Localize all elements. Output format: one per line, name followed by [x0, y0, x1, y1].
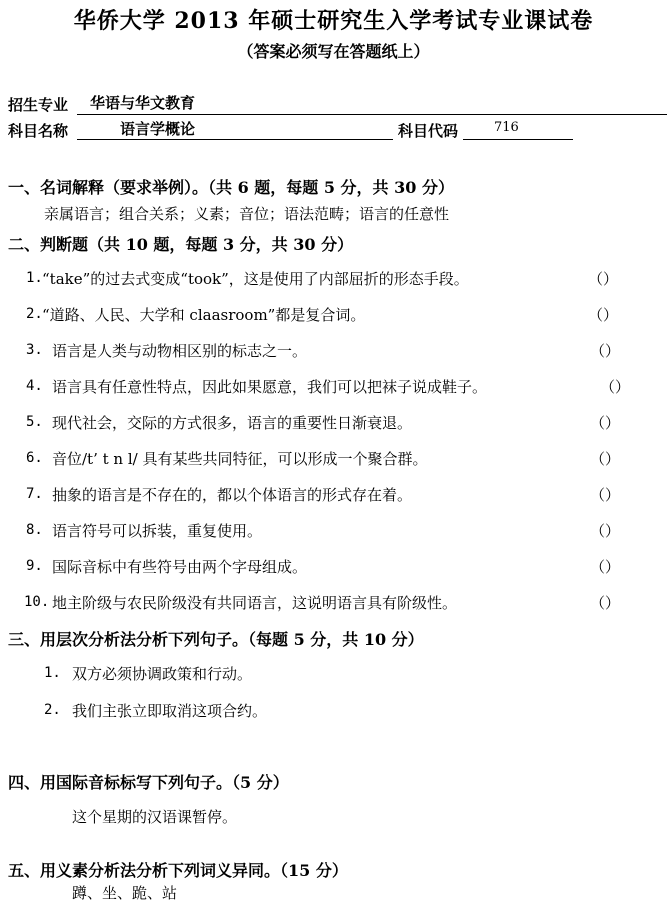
- q9-answer-paren: （）: [590, 558, 621, 576]
- s4-sentence: 这个星期的汉语课暂停。: [72, 808, 238, 826]
- q2-answer-paren: （）: [588, 306, 619, 324]
- exam-subtitle: （答案必须写在答题纸上）: [237, 42, 430, 61]
- q10-answer-paren: （）: [590, 594, 621, 612]
- q7-text: 抽象的语言是不存在的，都以个体语言的形式存在着。: [52, 486, 413, 504]
- code-underline: [463, 139, 573, 140]
- q7-answer-paren: （）: [590, 486, 621, 504]
- q7-number: 7.: [26, 486, 43, 502]
- s5-words: 蹲、坐、跪、站: [72, 884, 178, 902]
- exam-title: 华侨大学 2013 年硕士研究生入学考试专业课试卷: [73, 8, 594, 34]
- s3-item-2-text: 我们主张立即取消这项合约。: [72, 702, 268, 720]
- section-5-heading: 五、用义素分析法分析下列词义异同。（15 分）: [8, 861, 348, 880]
- q9-text: 国际音标中有些符号由两个字母组成。: [52, 558, 308, 576]
- section-1-terms: 亲属语言；组合关系；义素；音位；语法范畴；语言的任意性: [44, 205, 450, 223]
- code-value: 716: [494, 120, 519, 135]
- s3-item-2-number: 2.: [44, 702, 61, 718]
- q4-number: 4.: [26, 378, 43, 394]
- major-value: 华语与华文教育: [90, 94, 196, 112]
- q4-answer-paren: （）: [600, 378, 631, 396]
- code-label: 科目代码: [398, 122, 459, 140]
- section-1-heading: 一、名词解释（要求举例）。（共 6 题，每题 5 分，共 30 分）: [8, 178, 454, 197]
- section-2-heading: 二、判断题（共 10 题，每题 3 分，共 30 分）: [8, 235, 354, 254]
- q5-number: 5.: [26, 414, 43, 430]
- q4-text: 语言具有任意性特点，因此如果愿意，我们可以把袜子说成鞋子。: [52, 378, 488, 396]
- subject-underline: [77, 139, 393, 140]
- q10-number: 10.: [24, 594, 50, 610]
- q8-answer-paren: （）: [590, 522, 621, 540]
- subject-value: 语言学概论: [120, 120, 196, 138]
- subject-label: 科目名称: [8, 122, 69, 140]
- s3-item-1-number: 1.: [44, 665, 61, 681]
- q8-text: 语言符号可以拆装，重复使用。: [52, 522, 263, 540]
- s3-item-1-text: 双方必须协调政策和行动。: [72, 665, 253, 683]
- q9-number: 9.: [26, 558, 43, 574]
- q6-answer-paren: （）: [590, 450, 621, 468]
- q3-text: 语言是人类与动物相区别的标志之一。: [52, 342, 308, 360]
- major-underline: [77, 114, 667, 115]
- q3-answer-paren: （）: [590, 342, 621, 360]
- major-label: 招生专业: [8, 96, 69, 114]
- q2-number: 2.: [26, 306, 43, 322]
- q5-answer-paren: （）: [590, 414, 621, 432]
- q10-text: 地主阶级与农民阶级没有共同语言，这说明语言具有阶级性。: [52, 594, 458, 612]
- q6-text: 音位/t’ t n l/ 具有某些共同特征，可以形成一个聚合群。: [52, 450, 428, 468]
- section-4-heading: 四、用国际音标标写下列句子。（5 分）: [8, 773, 289, 792]
- q5-text: 现代社会，交际的方式很多，语言的重要性日渐衰退。: [52, 414, 413, 432]
- section-3-heading: 三、用层次分析法分析下列句子。（每题 5 分，共 10 分）: [8, 630, 424, 649]
- q6-number: 6.: [26, 450, 43, 466]
- q1-answer-paren: （）: [588, 270, 619, 288]
- q1-number: 1.: [26, 270, 43, 286]
- q2-text: “道路、人民、大学和 claasroom”都是复合词。: [42, 306, 366, 324]
- q1-text: “take”的过去式变成“took”，这是使用了内部屈折的形态手段。: [42, 270, 469, 288]
- q3-number: 3.: [26, 342, 43, 358]
- q8-number: 8.: [26, 522, 43, 538]
